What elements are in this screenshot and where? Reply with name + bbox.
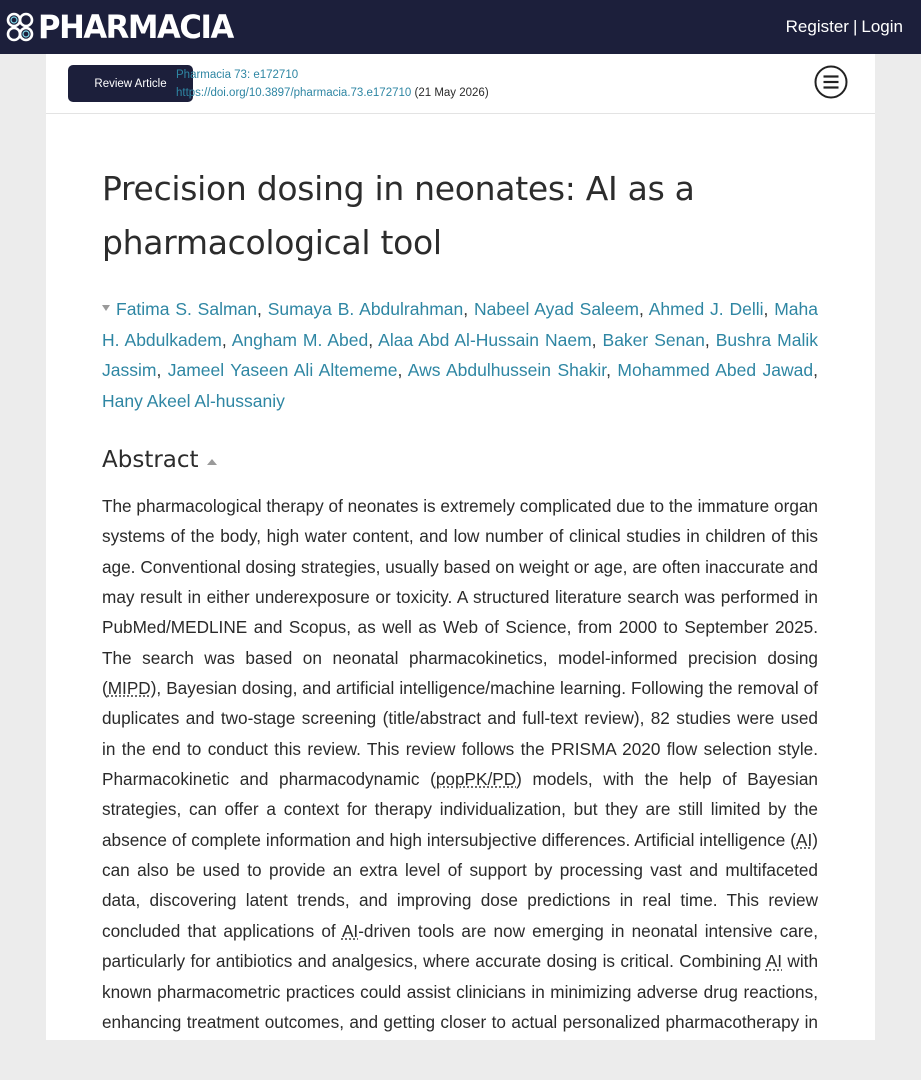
author-link[interactable]: Maha H. Abdulkadem xyxy=(102,299,818,350)
doi-link[interactable]: https://doi.org/10.3897/pharmacia.73.e172710 xyxy=(176,87,412,99)
abstract-segment: ), Bayesian dosing, and artificial intelligence/machine learning. Following the removal of duplicates and two-stage screening (title/abstract and full-text review), 82 studies were used in the end to conduct this review. This review follows the PRISMA 2020 flow selection style. Pharmacokinetic and pharmacodynamic ( xyxy=(102,678,818,790)
citation-info xyxy=(176,66,489,102)
top-navigation-bar xyxy=(0,0,921,54)
caret-down-icon[interactable] xyxy=(102,305,110,311)
abbreviation-poppk-pd[interactable]: popPK/PD xyxy=(435,769,517,790)
author-link[interactable]: Angham M. Abed xyxy=(231,329,369,350)
author-link[interactable]: Jameel Yaseen Ali Altememe xyxy=(167,360,398,380)
pharmacia-logo-icon xyxy=(4,11,36,43)
abstract-segment: ) can also be used to provide an extra level of support by processing vast and multifaceted data, discovering latent trends, and improving dose predictions in real time. This review concluded that applications of xyxy=(102,829,818,941)
author-link[interactable]: Aws Abdulhussein Shakir xyxy=(407,360,607,380)
author-link[interactable]: Ahmed J. Delli xyxy=(648,299,764,319)
caret-up-icon[interactable] xyxy=(207,459,217,465)
article-type-badge: Review Article xyxy=(68,65,193,102)
author-link[interactable]: Bushra Malik Jassim xyxy=(102,329,818,380)
page-footer-background xyxy=(0,1040,921,1080)
author-link[interactable]: Hany Akeel Al-hussaniy xyxy=(102,390,285,411)
auth-separator: | xyxy=(852,17,858,36)
abstract-text xyxy=(102,491,818,1068)
abstract-heading[interactable] xyxy=(102,447,217,473)
article-title: Precision dosing in neonates: AI as a pharmacological tool xyxy=(102,169,695,262)
author-link[interactable]: Baker Senan xyxy=(602,329,705,350)
author-link[interactable]: Alaa Abd Al-Hussain Naem xyxy=(378,329,592,350)
author-link[interactable]: Fatima S. Salman xyxy=(116,299,258,319)
register-link[interactable]: Register xyxy=(785,17,849,36)
logo-text: PHARMACIA xyxy=(38,8,233,46)
abbreviation-ai[interactable]: AI xyxy=(796,829,813,850)
abstract-heading-label: Abstract xyxy=(102,447,199,473)
author-link[interactable]: Nabeel Ayad Saleem xyxy=(473,299,640,319)
article-meta-bar xyxy=(46,54,875,114)
hamburger-menu-icon[interactable] xyxy=(814,65,848,99)
article-card xyxy=(46,54,875,1040)
login-link[interactable]: Login xyxy=(861,17,903,36)
abstract-segment: ) models, with the help of Bayesian strategies, can offer a context for therapy individualization, but they are still limited by the absence of complete information and high intersubjective differences. Artificial intelligence ( xyxy=(102,769,818,850)
publication-date: (21 May 2026) xyxy=(414,87,489,99)
author-list: Fatima S. Salman, Sumaya B. Abdulrahman, Nabeel Ayad Saleem, Ahmed J. Delli, Maha H. Abdulkadem, Angham M. Abed, Alaa Abd Al-Hussain Naem, Baker Senan, Bushra Malik Jassim, Jameel Yaseen Ali Altememe, Aws Abdulhussein Shakir, Mohammed Abed Jawad, Hany Akeel Al-hussaniy xyxy=(102,299,818,411)
auth-links xyxy=(786,17,903,37)
abstract-segment: with known pharmacometric practices could assist clinicians in minimizing adverse drug reactions, enhancing treatment outcomes, and getting closer to actual personalized pharmacotherapy in xyxy=(102,951,818,1032)
author-link[interactable]: Sumaya B. Abdulrahman xyxy=(267,299,464,319)
abbreviation-ai[interactable]: AI xyxy=(341,920,359,941)
abstract-segment: The pharmacological therapy of neonates is extremely complicated due to the immature organ systems of the body, high water content, and low number of clinical studies in children of this age. Conventional dosing strategies, usually based on weight or age, are often inaccurate and may result in either underexposure or toxicity. A structured literature search was performed in PubMed/MEDLINE and Scopus, as well as Web of Science, from 2000 to September 2025. The search was based on neonatal pharmacokinetics, model-informed precision dosing ( xyxy=(102,496,818,699)
author-link[interactable]: Mohammed Abed Jawad xyxy=(617,360,814,380)
site-logo[interactable] xyxy=(4,7,241,47)
abbreviation-ai[interactable]: AI xyxy=(765,951,783,972)
abbreviation-mipd[interactable]: MIPD xyxy=(107,678,151,699)
abstract-segment: -driven tools are now emerging in neonatal intensive care, particularly for antibiotics and analgesics, where accurate dosing is critical. Combining xyxy=(102,920,818,972)
journal-reference-link[interactable]: Pharmacia 73: e172710 xyxy=(176,69,299,81)
